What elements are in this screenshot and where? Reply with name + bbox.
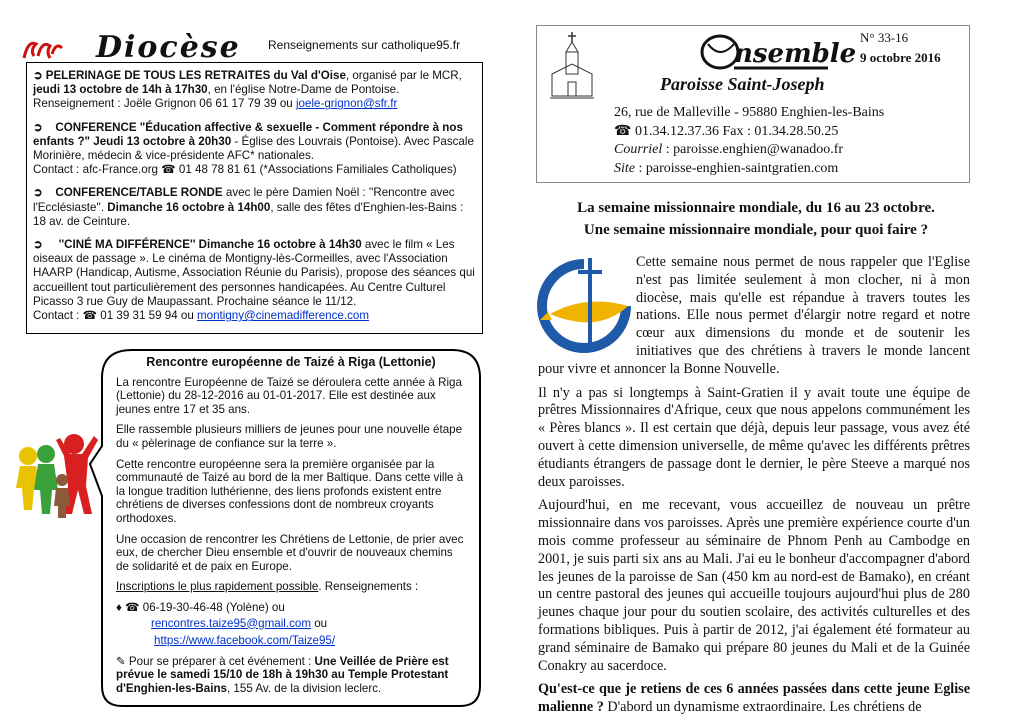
renseignements-text: . Renseignements : xyxy=(318,580,419,594)
taize-paragraph: Une occasion de rencontrer les Chrétiens de Lettonie, de prier avec eux, de chercher Dieu ensemble et d'ouvrir de nouveaux chemins de solidarité et de paix en Europe. xyxy=(116,532,464,573)
news-box xyxy=(26,62,483,334)
parish-email-row xyxy=(614,141,884,160)
arrow-icon: ➲ xyxy=(33,120,43,134)
taize-phone: ♦ ☎ 06-19-30-46-48 (Yolène) ou xyxy=(116,600,285,614)
article-body xyxy=(538,254,970,723)
item-text: avec le film « Les oiseaux de passage ». Le cinéma de Montigny-lès-Cormeilles, avec l'Association HAARP (Handicap, Autisme, Association Réunie du Parisis), propose des séances qui accueillent tout particulièrement des personnes handicapées. Au Centre Culturel Picasso 3 rue Guy de Maupassant. Prochaine séance le 11/12. xyxy=(33,238,475,308)
email-suffix: ou xyxy=(310,616,328,630)
parish-address: 26, rue de Malleville - 95880 Enghien-les-Bains xyxy=(614,105,885,120)
article-question xyxy=(538,681,970,717)
veillee-end: , 155 Av. de la division leclerc. xyxy=(226,681,382,695)
taize-bubble xyxy=(92,346,485,710)
mission-logo xyxy=(538,254,636,356)
item-text: , organisé par le MCR, xyxy=(345,69,462,82)
item-text: , salle des fêtes d'Enghien-les-Bains : 18 av. de Ceinture. xyxy=(33,200,464,228)
taize-facebook-row xyxy=(154,634,466,648)
arrow-icon: ➲ xyxy=(33,186,43,200)
email-link[interactable]: montigny@cinemadifference.com xyxy=(196,309,369,323)
headline-line-1: La semaine missionnaire mondiale, du 16 au 23 octobre. xyxy=(577,200,935,216)
taize-email-link[interactable]: rencontres.taize95@gmail.com xyxy=(151,616,311,630)
item-contact: Contact : afc-France.org ☎ 01 48 78 81 61 (*Associations Familiales Catholiques) xyxy=(33,163,457,177)
renseignements-link: Renseignements sur catholique95.fr xyxy=(268,38,461,52)
news-item-conference xyxy=(33,121,476,178)
item-text: , en l'église Notre-Dame de Pontoise. Renseignement : Joële Grignon 06 61 17 79 39 ou xyxy=(33,83,400,111)
taize-paragraph: Elle rassemble plusieurs milliers de jeunes pour une nouvelle étape du « pèlerinage de confiance sur la terre ». xyxy=(116,423,463,450)
issue-number: N° 33-16 xyxy=(860,30,909,45)
ensemble-logo xyxy=(700,30,857,76)
email-link[interactable]: joele-grignon@sfr.fr xyxy=(295,97,398,111)
taize-paragraph: La rencontre Européenne de Taizé se déroulera cette année à Riga (Lettonie) du 28-12-2016 au 01-01-2017. Elle est destinée aux jeunes entre 17 et 35 ans. xyxy=(116,375,462,416)
taize-email-row xyxy=(151,617,466,631)
item-heading: ''CINÉ MA DIFFÉRENCE'' Dimanche 16 octobre à 14h30 xyxy=(58,238,362,252)
news-item-cine xyxy=(33,238,476,323)
parish-site-row xyxy=(614,160,884,179)
diocese-title: Diocèse xyxy=(96,30,241,65)
arrow-icon: ➲ xyxy=(33,69,43,82)
taize-paragraph: Cette rencontre européenne sera la première organisée par la communauté de Taizé au bord de la mer Baltique. Dans cette ville à la longue tradition luthérienne, des liens profonds existent entre chrétiens de diverses confessions dont de nombreux croyants orthodoxes. xyxy=(116,457,464,525)
article-headline xyxy=(540,197,972,241)
taize-veillee xyxy=(116,655,466,696)
veillee-bold: Une Veillée de Prière est prévue le samedi 15/10 de 18h à 19h30 au Temple Protestant d'Enghien-les-Bains xyxy=(116,654,449,695)
site-label: Site xyxy=(614,160,635,176)
item-heading: CONFERENCE/TABLE RONDE xyxy=(55,186,223,200)
item-text: - Église des Louvrais (Pontoise). Avec Pascale Morinière, médecin & vice-présidente AFC* nationales. xyxy=(33,134,474,163)
issue-date: 9 octobre 2016 xyxy=(860,50,941,65)
question-text: Qu'est-ce que je retiens de ces 6 années passées dans cette jeune Eglise malienne ? xyxy=(538,681,970,716)
svg-text:nsemble: nsemble xyxy=(734,39,857,69)
news-item-pelerinage xyxy=(33,69,476,112)
facebook-link[interactable]: https://www.facebook.com/Taize95/ xyxy=(154,634,336,648)
item-heading: PELERINAGE DE TOUS LES RETRAITES du Val d'Oise xyxy=(45,69,346,82)
parish-phone: ☎ 01.34.12.37.36 Fax : 01.34.28.50.25 xyxy=(614,123,839,139)
courriel-value: : paroisse.enghien@wanadoo.fr xyxy=(662,142,844,157)
item-contact: Contact : ☎ 01 39 31 59 94 ou xyxy=(33,309,197,323)
news-item-table-ronde xyxy=(33,186,476,229)
item-date: Dimanche 16 octobre à 14h00 xyxy=(107,200,271,214)
taize-content xyxy=(116,356,466,702)
veillee-intro: ✎ Pour se préparer à cet événement : xyxy=(116,654,315,668)
item-heading: CONFERENCE "Éducation affective & sexuelle - Comment répondre à nos enfants ?" Jeudi 13 octobre à 20h30 xyxy=(33,120,463,148)
parish-name: Paroisse Saint-Joseph xyxy=(660,74,825,94)
article-paragraph: Il n'y a pas si longtemps à Saint-Gratien il y avait toute une équipe de prêtres Missionnaires d'Afrique, ceux que nous appelons communément les « Pères blancs ». Il est certain que déjà, depuis leur passage, vous avez été ouvert à cette dimension universelle, de même qu'avec les différents prêtres étudiants étrangers de passage dont le dernier, le père Steeve a marqué nos deux paroisses. xyxy=(538,384,970,490)
inscriptions-text: Inscriptions le plus rapidement possible xyxy=(116,580,319,594)
item-date: jeudi 13 octobre de 14h à 17h30 xyxy=(33,83,208,97)
parish-contact xyxy=(614,104,884,178)
item-text: avec le père Damien Noël : ''Rencontre avec l'Ecclésiaste''. xyxy=(33,186,455,214)
site-value: : paroisse-enghien-saintgratien.com xyxy=(635,160,839,176)
question-after: D'abord un dynamisme extraordinaire. Les chrétiens de xyxy=(603,699,922,716)
article-paragraph: Cette semaine nous permet de nous rappeler que l'Eglise n'est pas limitée seulement à mon clocher, ni à mon diocèse, mais qu'elle est répandue à travers toutes les nations. Elle nous permet d'élargir notre regard et notre cœur aux dimensions du monde et de soutenir les initiatives que des chrétiens à travers le monde lancent pour vivre et annoncer la Bonne Nouvelle. xyxy=(538,254,970,377)
article-paragraph: Aujourd'hui, en me recevant, vous accueillez de nouveau un prêtre missionnaire dans vos paroisses. Après une première expérience courte d'un mois comme professeur au séminaire de Phnom Penh au Cambodge en 2001, je suis parti six ans au Mali. J'ai eu le bonheur d'accompagner d'abord les jeunes de la paroisse de San (450 km au nord-est de Bamako), en créant un centre pastoral des jeunes qui accueille toujours aujourd'hui plus de 280 jeunes chaque jour pour du soutien scolaire, des activités culturelles et des formations bibliques. Puis à partir de 2012, j'ai également été formateur au grand séminaire de Bamako qui prépare 80 jeunes du Mali et de la Guinée Conakry au sacerdoce. xyxy=(538,497,970,674)
diocese-logo xyxy=(20,34,64,64)
taize-title: Rencontre européenne de Taizé à Riga (Lettonie) xyxy=(146,355,436,369)
headline-line-2: Une semaine missionnaire mondiale, pour quoi faire ? xyxy=(583,222,929,238)
church-icon xyxy=(546,30,598,104)
taize-inscriptions xyxy=(116,580,466,594)
arrow-icon: ➲ xyxy=(33,238,43,252)
courriel-label: Courriel xyxy=(614,142,663,157)
